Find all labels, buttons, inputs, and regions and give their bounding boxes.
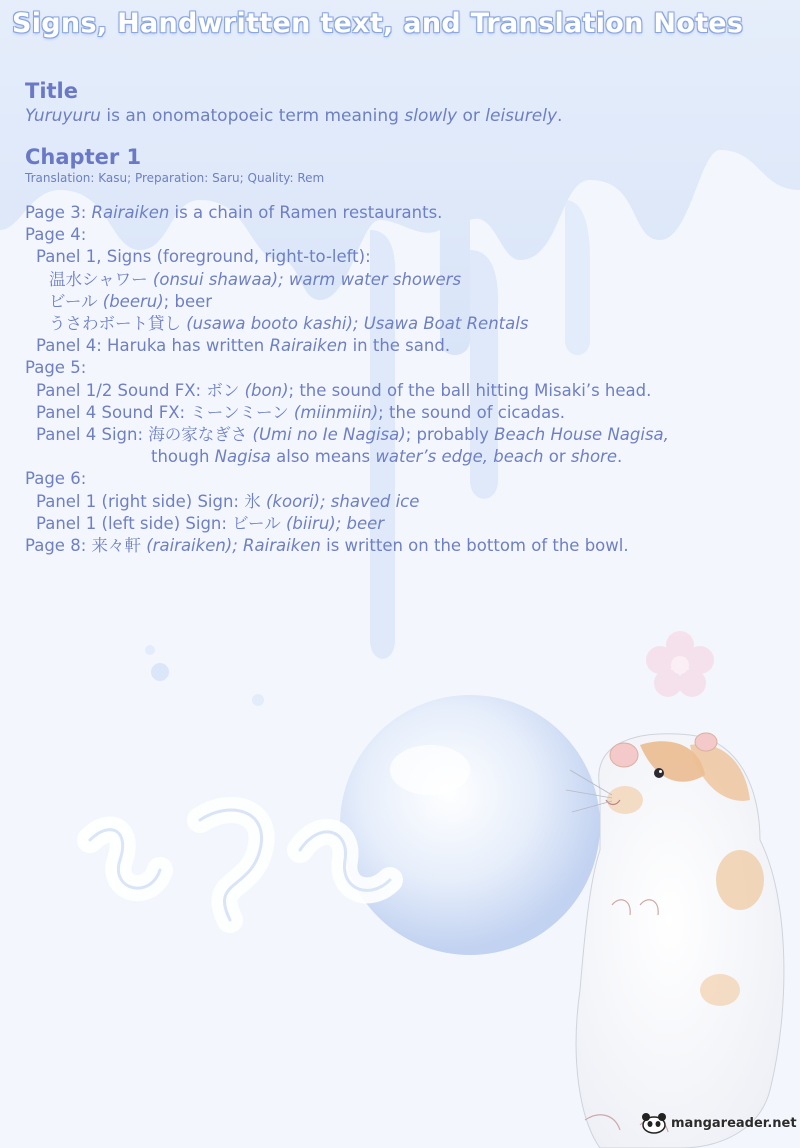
note-line: Page 8: 来々軒 (rairaiken); Rairaiken is written on the bottom of the bowl. [25,536,629,556]
note-line: 温水シャワー (onsui shawaa); warm water showers [49,269,462,289]
note-line: ビール (beeru); beer [49,291,213,311]
chapter-heading: Chapter 1 [25,145,142,169]
title-heading: Title [25,79,79,103]
note-line: Panel 4: Haruka has written Rairaiken in the sand. [36,336,451,356]
note-line: though Nagisa also means water’s edge, beach or shore. [151,447,623,467]
note-line: Panel 4 Sound FX: ミーンミーン (miinmiin); the sound of cicadas. [36,402,566,422]
panda-logo-icon [640,1112,668,1134]
watermark [640,1110,797,1136]
note-line: Panel 4 Sign: 海の家なぎさ (Umi no Ie Nagisa); probably Beach House Nagisa, [36,425,669,445]
note-line: Panel 1/2 Sound FX: ボン (bon); the sound of the ball hitting Misaki’s head. [36,380,652,400]
note-line: Panel 1 (left side) Sign: ビール (biiru); beer [36,513,385,533]
note-line: うさわボート貸し (usawa booto kashi); Usawa Boat Rentals [49,314,529,334]
note-line: Panel 1 (right side) Sign: 氷 (koori); shaved ice [36,491,420,511]
watermark-text: mangareader.net [671,1115,797,1131]
note-line: Page 5: [25,358,87,378]
notes-content [25,78,785,557]
note-line: Page 6: [25,469,87,489]
translation-notes [25,202,785,557]
note-line: Page 3: Rairaiken is a chain of Ramen restaurants. [25,203,443,222]
note-line: Page 4: [25,225,87,245]
note-line: Panel 1, Signs (foreground, right-to-left): [36,247,371,267]
title-description: Yuruyuru is an onomatopoeic term meaning slowly or leisurely. [25,106,563,126]
chapter-credits: Translation: Kasu; Preparation: Saru; Quality: Rem [25,171,325,185]
page-header: Signs, Handwritten text, and Translation Notes [12,8,744,39]
